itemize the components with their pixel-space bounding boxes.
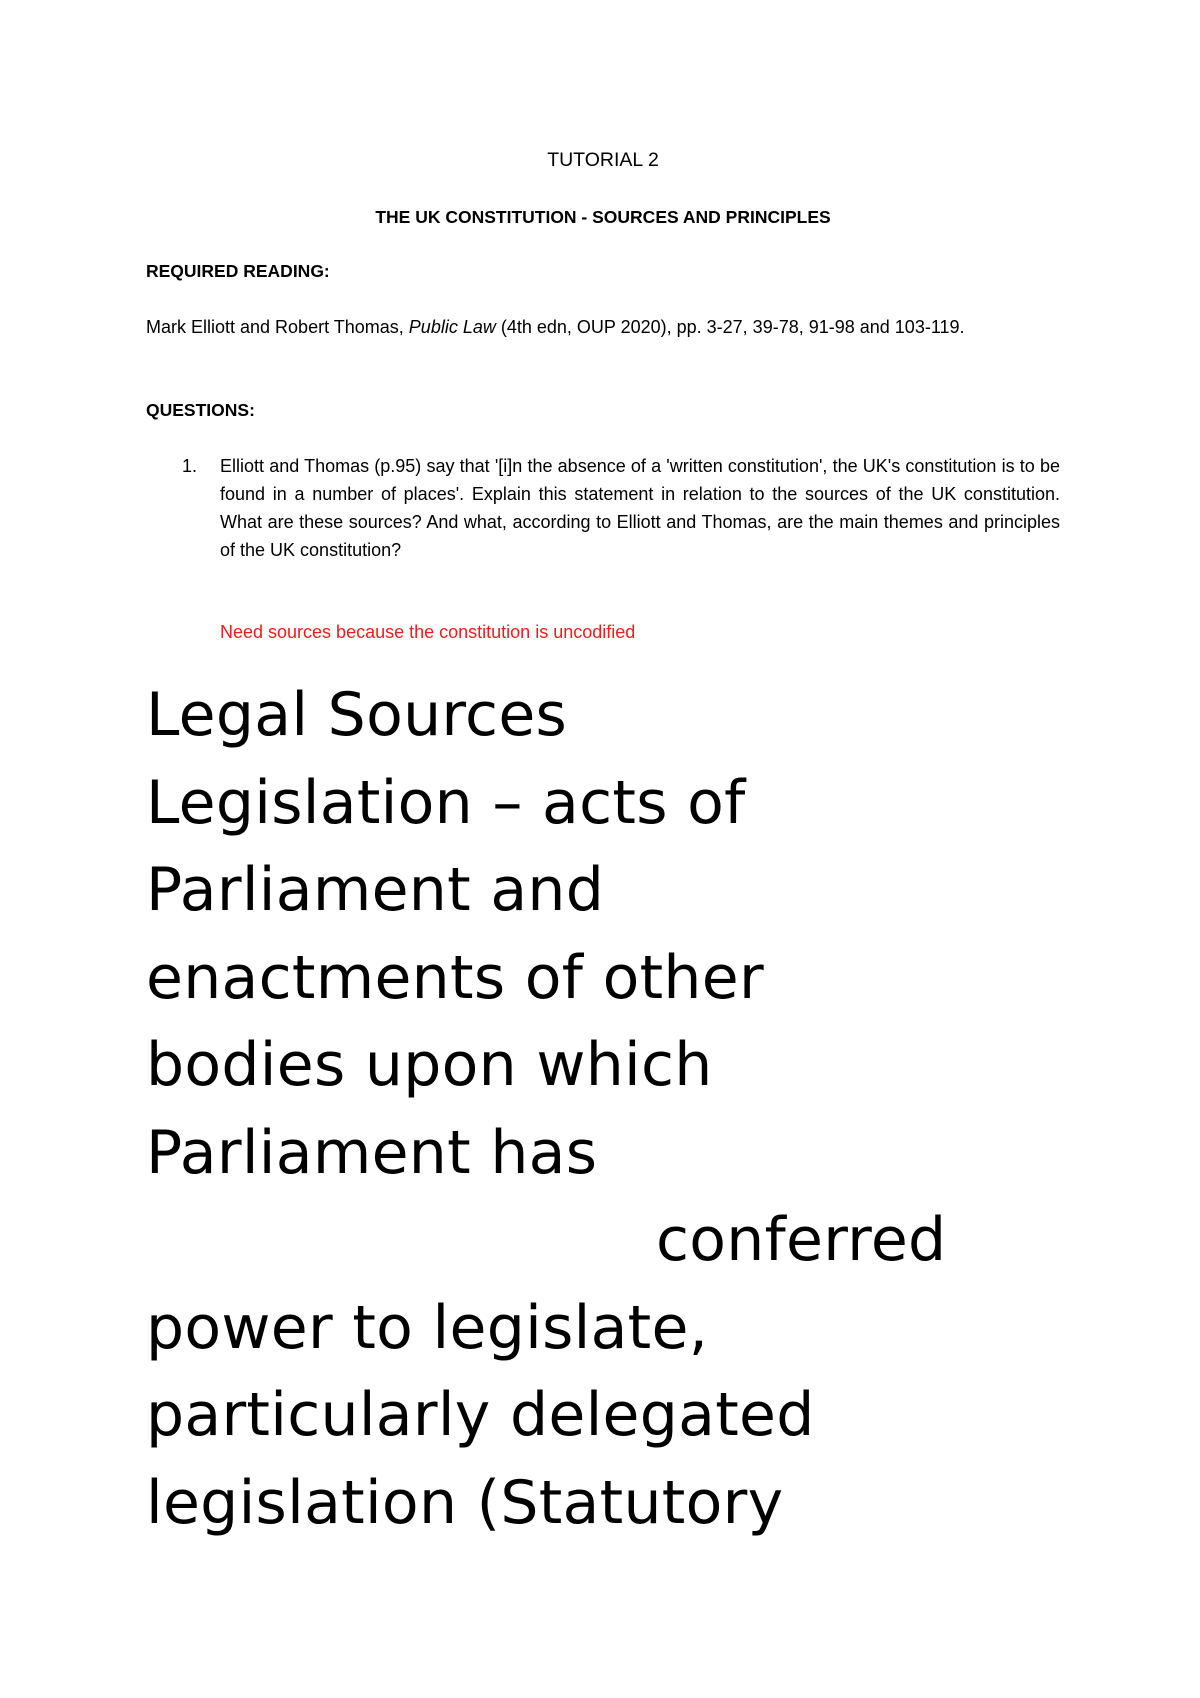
notes-line: Parliament and [146,855,605,925]
question-note: Need sources because the constitution is uncodified [220,622,636,642]
questions-heading: QUESTIONS: [146,400,255,420]
question-number: 1. [182,456,198,476]
notes-line: power to legislate, [146,1292,709,1363]
required-reading-heading: REQUIRED READING: [146,261,330,281]
legal-sources-notes [146,672,1060,1547]
notes-line: enactments of other [146,942,764,1013]
reading-details: (4th edn, OUP 2020), pp. 3-27, 39-78, 91-98 and 103-119. [500,317,965,337]
notes-line: conferred [656,1205,947,1275]
document-title: TUTORIAL 2 [547,149,659,171]
notes-line: Legislation – acts of [146,767,746,838]
reading-authors: Mark Elliott and Robert Thomas, [146,317,404,337]
reading-book-title: Public Law [408,317,496,337]
question-text: Elliott and Thomas (p.95) say that '[i]n the absence of a 'written constitution', the UK's constitution is to be found in a number of places'. Explain this statement in relation to the sources of the UK constitution. What are these sources? And what, according to Elliott and Thomas, are the main themes and principles of the UK constitution? [220,456,1060,560]
notes-line: legislation (Statutory [146,1467,784,1538]
notes-line: particularly delegated [146,1380,815,1450]
document-subtitle: THE UK CONSTITUTION - SOURCES AND PRINCIPLES [375,207,831,227]
required-reading-text [146,313,1060,341]
notes-line: Parliament has [146,1117,598,1188]
notes-line: Legal Sources [146,680,568,750]
notes-line: bodies upon which [146,1030,713,1100]
